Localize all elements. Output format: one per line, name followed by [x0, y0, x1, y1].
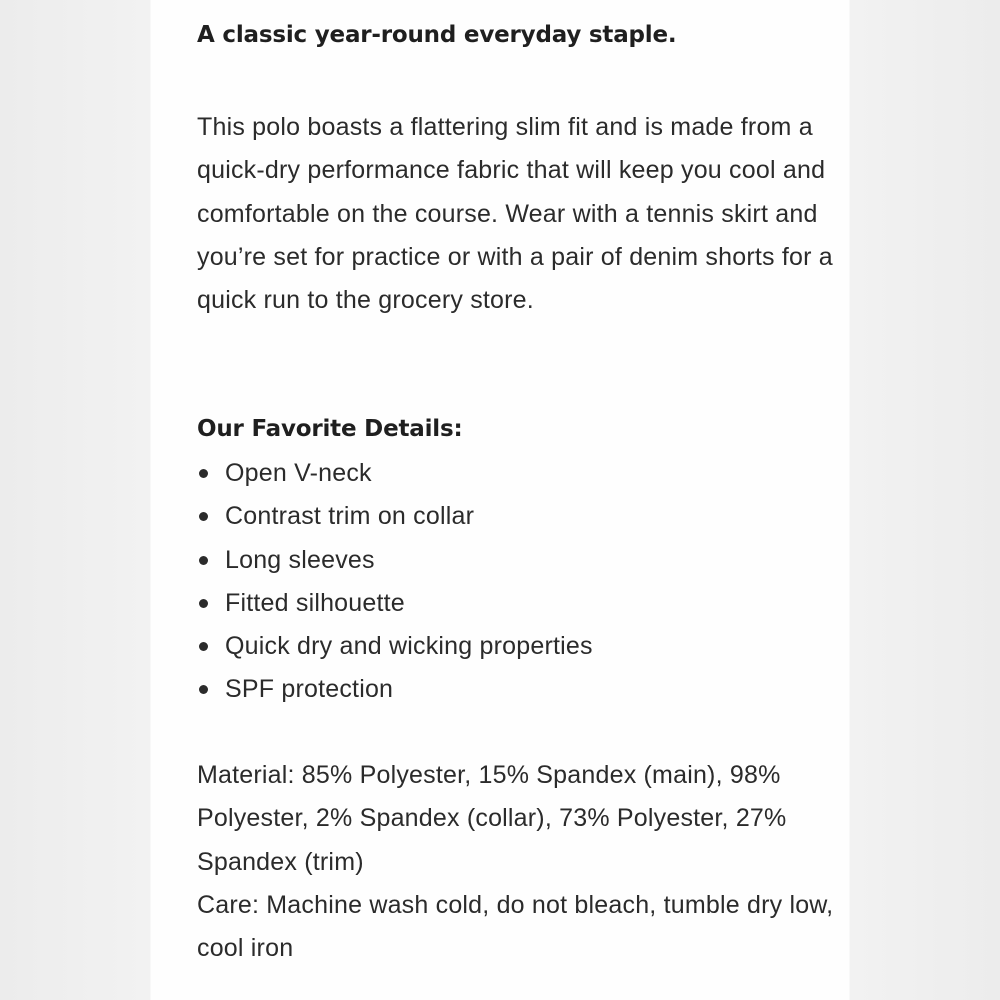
list-item	[197, 582, 593, 625]
detail-text: Contrast trim on collar	[225, 502, 475, 531]
detail-text: SPF protection	[225, 675, 394, 704]
list-item	[197, 668, 593, 711]
product-description-panel	[151, 0, 849, 1000]
detail-text: Long sleeves	[225, 545, 375, 574]
list-item	[197, 452, 593, 495]
bullet-icon	[199, 685, 208, 694]
details-heading: Our Favorite Details:	[197, 416, 463, 442]
product-tagline: A classic year-round everyday staple.	[197, 22, 677, 48]
detail-text: Fitted silhouette	[225, 588, 405, 617]
list-item	[197, 539, 593, 582]
bullet-icon	[199, 469, 208, 478]
bullet-icon	[199, 599, 208, 608]
material-text: Material: 85% Polyester, 15% Spandex (main), 98% Polyester, 2% Spandex (collar), 73% Polyester, 27% Spandex (trim)	[197, 761, 787, 876]
detail-text: Open V-neck	[225, 459, 372, 487]
bullet-icon	[199, 512, 208, 521]
bullet-icon	[199, 556, 208, 565]
list-item	[197, 495, 593, 538]
bullet-icon	[199, 642, 208, 651]
detail-text: Quick dry and wicking properties	[225, 632, 593, 661]
product-specs	[197, 754, 847, 970]
list-item	[197, 625, 593, 668]
product-description: This polo boasts a flattering slim fit and is made from a quick-dry performance fabric that will keep you cool and comfortable on the course. Wear with a tennis skirt and you’re set for practice or with a pair of denim shorts for a quick run to the grocery store.	[197, 113, 833, 315]
details-list	[197, 452, 593, 712]
care-text: Care: Machine wash cold, do not bleach, tumble dry low, cool iron	[197, 890, 834, 963]
